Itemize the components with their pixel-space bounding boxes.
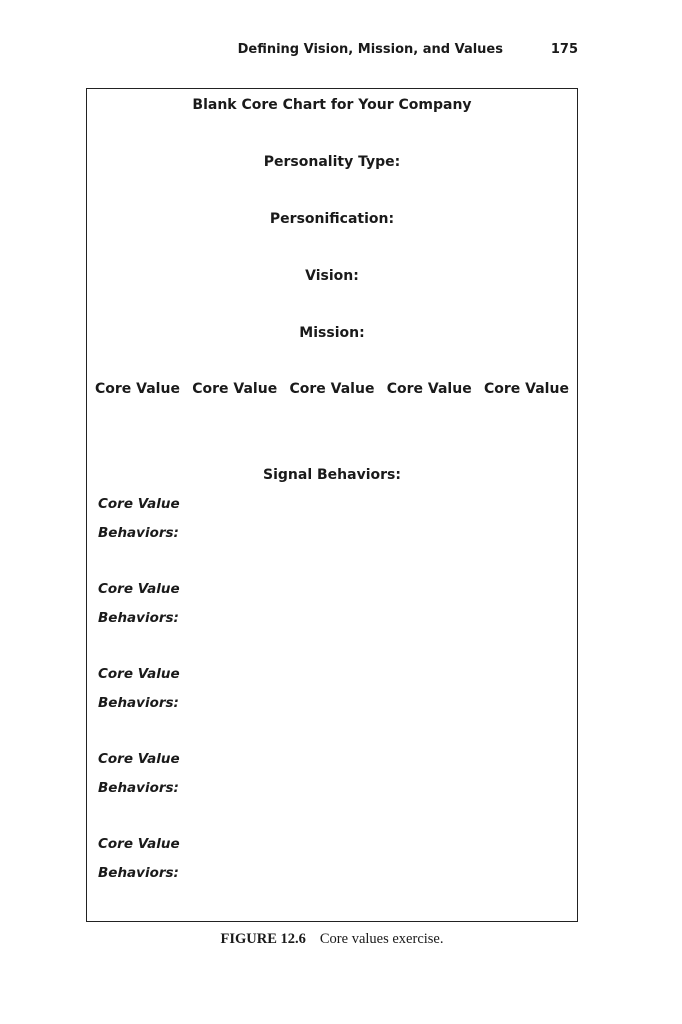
page-number: 175 (550, 42, 578, 57)
personality-type-label: Personality Type: (263, 154, 401, 170)
figure-caption-text: Core values exercise. (319, 931, 444, 947)
behavior-group (98, 495, 180, 553)
vision-label: Vision: (305, 268, 359, 284)
behaviors-label: Behaviors: (98, 695, 179, 711)
core-value-heading: Core Value (386, 381, 472, 397)
signal-behaviors-label: Signal Behaviors: (263, 467, 401, 483)
core-chart-box (86, 88, 578, 922)
figure-label: FIGURE 12.6 (220, 931, 306, 947)
behaviors-label: Behaviors: (98, 865, 179, 881)
core-value-heading: Core Value (289, 381, 375, 397)
behavior-group (98, 835, 180, 893)
behavior-core-value: Core Value (98, 496, 180, 512)
running-head-title: Defining Vision, Mission, and Values (237, 42, 503, 57)
behaviors-label: Behaviors: (98, 525, 179, 541)
behavior-core-value: Core Value (98, 836, 180, 852)
behavior-group (98, 750, 180, 808)
behavior-group (98, 665, 180, 723)
behavior-group (98, 580, 180, 638)
core-value-row (95, 381, 569, 397)
behaviors-label: Behaviors: (98, 610, 179, 626)
core-value-heading: Core Value (484, 381, 569, 397)
core-value-heading: Core Value (95, 381, 180, 397)
mission-label: Mission: (299, 325, 365, 341)
chart-title: Blank Core Chart for Your Company (192, 97, 472, 113)
behavior-core-value: Core Value (98, 666, 180, 682)
personification-label: Personification: (269, 211, 395, 227)
running-head (86, 40, 578, 60)
behaviors-label: Behaviors: (98, 780, 179, 796)
core-value-heading: Core Value (192, 381, 278, 397)
figure-caption (0, 931, 664, 948)
behavior-core-value: Core Value (98, 581, 180, 597)
behavior-core-value: Core Value (98, 751, 180, 767)
